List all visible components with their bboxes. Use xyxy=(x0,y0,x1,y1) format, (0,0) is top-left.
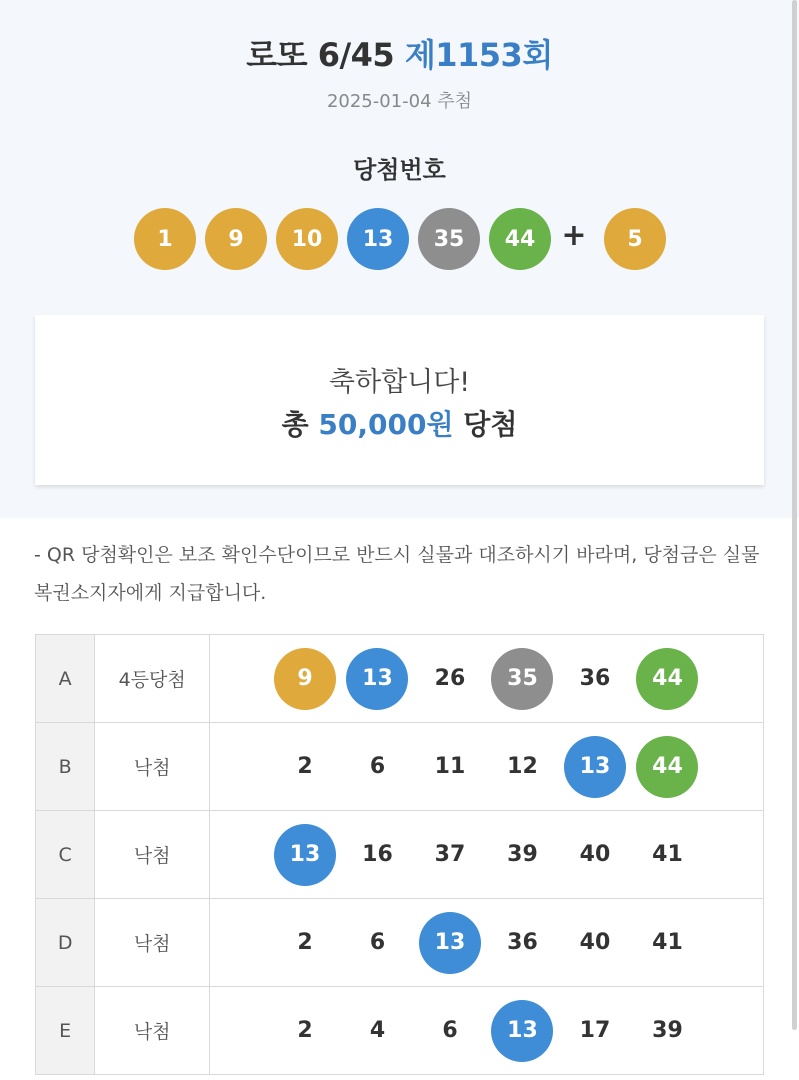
winning-ball: 35 xyxy=(418,208,480,270)
game-numbers xyxy=(209,899,763,987)
ticket-row xyxy=(36,723,764,811)
game-status: 낙첨 xyxy=(95,811,210,899)
number: 39 xyxy=(507,842,538,867)
number: 37 xyxy=(434,842,466,867)
qr-notice: - QR 당첨확인은 보조 확인수단이므로 반드시 실물과 대조하시기 바라며, 당첨금은 실물 복권소지자에게 지급합니다. xyxy=(34,544,760,604)
matched-number-ball: 44 xyxy=(636,736,698,798)
game-label: A xyxy=(36,635,95,723)
number: 26 xyxy=(434,666,466,691)
congrats-text: 축하합니다! xyxy=(328,367,471,398)
number: 12 xyxy=(507,754,538,779)
ticket-results-table xyxy=(35,634,764,1075)
number: 6 xyxy=(369,930,386,955)
draw-round: 제1153회 xyxy=(404,36,553,74)
winning-ball: 1 xyxy=(134,208,196,270)
ticket-row xyxy=(36,635,764,723)
game-status: 낙첨 xyxy=(95,723,210,811)
matched-number-ball: 13 xyxy=(564,736,626,798)
game-label: C xyxy=(36,811,95,899)
matched-number-ball: 13 xyxy=(419,912,481,974)
ticket-row xyxy=(36,899,764,987)
bonus-plus-sign: + xyxy=(561,218,587,253)
game-status: 낙첨 xyxy=(95,987,210,1075)
matched-number-ball: 13 xyxy=(346,648,408,710)
game-numbers xyxy=(209,635,763,723)
bonus-ball: 5 xyxy=(604,208,666,270)
game-status: 4등당첨 xyxy=(95,635,210,723)
winning-numbers-label: 당첨번호 xyxy=(353,156,446,184)
number: 41 xyxy=(652,930,683,955)
game-numbers xyxy=(209,987,763,1075)
number: 39 xyxy=(652,1018,683,1043)
number: 2 xyxy=(297,930,313,955)
game-label: D xyxy=(36,899,95,987)
prize-prefix: 총 xyxy=(281,408,309,441)
draw-date: 2025-01-04 추첨 xyxy=(326,91,473,112)
game-label: E xyxy=(36,987,95,1075)
number: 6 xyxy=(369,754,386,779)
number: 2 xyxy=(297,754,313,779)
game-label: B xyxy=(36,723,95,811)
game-numbers xyxy=(209,811,763,899)
game-numbers xyxy=(209,723,763,811)
winning-ball: 44 xyxy=(489,208,551,270)
scrollbar[interactable] xyxy=(792,0,797,1030)
matched-number-ball: 13 xyxy=(491,1000,553,1062)
winning-ball: 9 xyxy=(205,208,267,270)
number: 4 xyxy=(369,1018,386,1043)
prize-amount: 50,000원 xyxy=(318,408,454,441)
matched-number-ball: 44 xyxy=(636,648,698,710)
number: 6 xyxy=(442,1018,458,1043)
matched-number-ball: 35 xyxy=(491,648,553,710)
number: 41 xyxy=(652,842,683,867)
matched-number-ball: 13 xyxy=(274,824,336,886)
number: 40 xyxy=(579,842,611,867)
number: 36 xyxy=(507,930,538,955)
winning-numbers xyxy=(134,208,674,270)
number: 2 xyxy=(297,1018,313,1043)
ticket-row xyxy=(36,811,764,899)
page-title xyxy=(0,30,799,76)
game-status: 낙첨 xyxy=(95,899,210,987)
draw-summary xyxy=(0,0,799,518)
number: 36 xyxy=(579,666,611,691)
prize-total xyxy=(35,403,764,443)
number: 40 xyxy=(579,930,611,955)
number: 17 xyxy=(579,1018,611,1043)
number: 11 xyxy=(434,754,466,779)
number: 16 xyxy=(362,842,393,867)
winning-ball: 10 xyxy=(276,208,338,270)
ticket-row xyxy=(36,987,764,1075)
prize-suffix: 당첨 xyxy=(463,408,518,441)
game-name: 로또 6/45 xyxy=(246,36,395,74)
winning-ball: 13 xyxy=(347,208,409,270)
prize-card xyxy=(35,315,764,485)
matched-number-ball: 9 xyxy=(274,648,336,710)
